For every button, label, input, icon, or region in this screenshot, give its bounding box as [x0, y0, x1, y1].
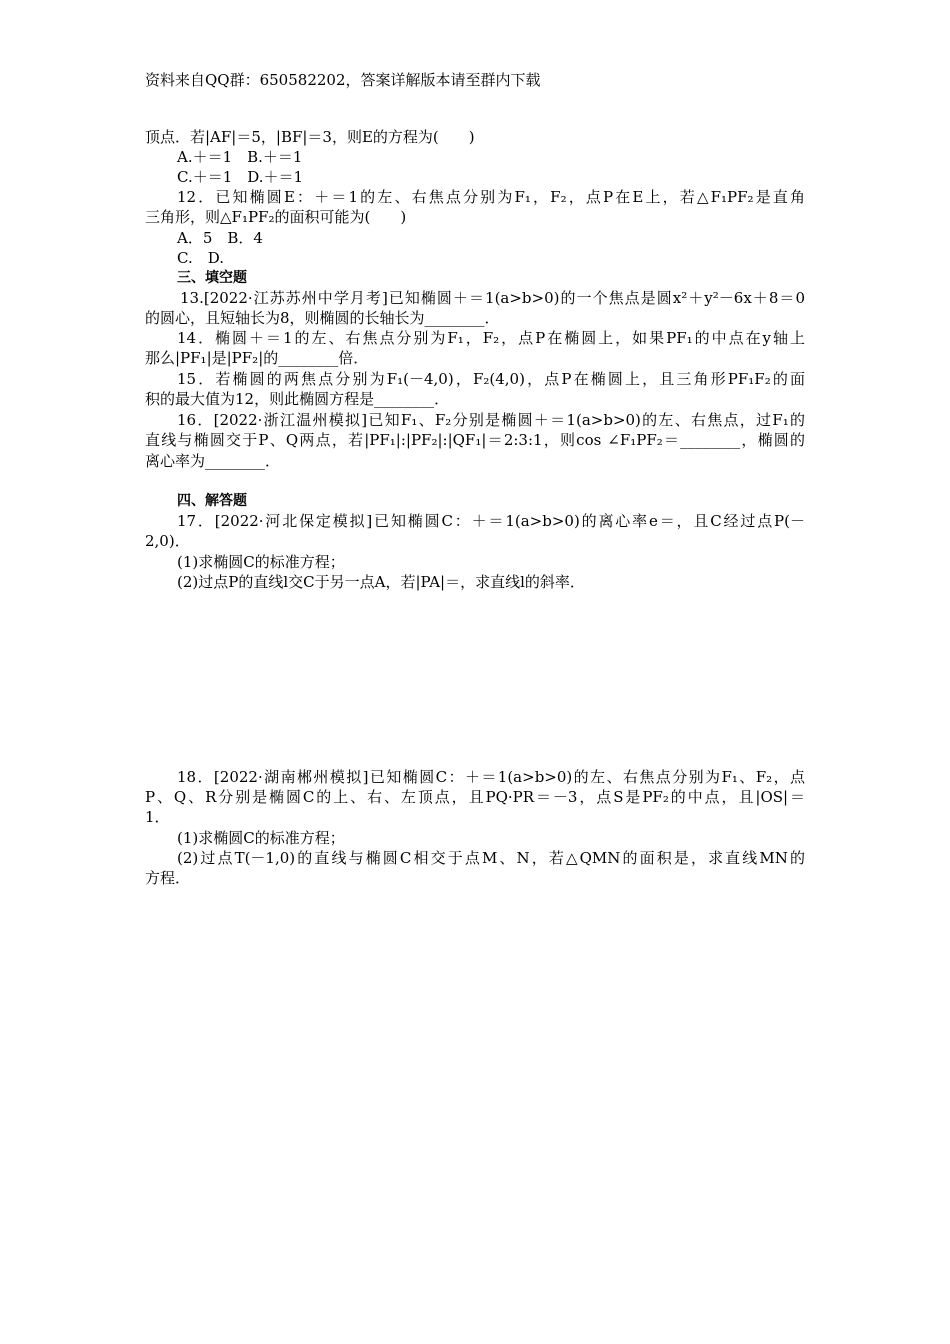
q18-text-line3: 1． [145, 808, 170, 826]
q14-text-line2: 那么|PF₁|是|PF₂|的________倍． [145, 349, 369, 367]
q18-part2-line2: 方程． [145, 869, 191, 887]
q17-text-line1: 17．[2022·河北保定模拟]已知椭圆C：＋＝1(a>b>0)的离心率e＝，且C经过点P(－ [177, 512, 805, 530]
q18-part1: (1)求椭圆C的标准方程； [177, 829, 345, 847]
q12-options-cd: C. D. [177, 249, 224, 267]
q13-text-line1: 13.[2022·江苏苏州中学月考]已知椭圆＋＝1(a>b>0)的一个焦点是圆x²＋y²－6x＋8＝0 [180, 289, 805, 307]
q12-text-line2: 三角形，则△F₁PF₂的面积可能为( ) [145, 208, 407, 226]
q15-text-line1: 15．若椭圆的两焦点分别为F₁(－4,0)，F₂(4,0)，点P在椭圆上，且三角形PF₁F₂的面 [177, 370, 805, 388]
q11-options-cd: C.＋＝1 D.＋＝1 [177, 168, 304, 186]
q18-text-line2: P、Q、R分别是椭圆C的上、右、左顶点，且PQ·PR＝－3，点S是PF₂的中点，且|OS|＝ [145, 788, 805, 806]
q12-text-line1: 12．已知椭圆E：＋＝1的左、右焦点分别为F₁，F₂，点P在E上，若△F₁PF₂是直角 [177, 188, 805, 206]
q18-part2-line1: (2)过点T(－1,0)的直线与椭圆C相交于点M、N，若△QMN的面积是，求直线MN的 [177, 849, 805, 867]
q16-text-line1: 16．[2022·浙江温州模拟]已知F₁、F₂分别是椭圆＋＝1(a>b>0)的左、右焦点，过F₁的 [177, 411, 805, 429]
source-note: 资料来自QQ群：650582202，答案详解版本请至群内下载 [145, 71, 541, 89]
q17-part1: (1)求椭圆C的标准方程； [177, 553, 345, 571]
q16-text-line2: 直线与椭圆交于P、Q两点，若|PF₁|:|PF₂|:|QF₁|＝2:3:1，则cos ∠F₁PF₂＝________，椭圆的 [145, 431, 805, 449]
q16-text-line3: 离心率为________． [145, 452, 281, 470]
q12-options-ab: A．5 B．4 [177, 229, 263, 247]
section-heading-fill-in: 三、填空题 [177, 270, 247, 286]
section-heading-solutions: 四、解答题 [177, 493, 247, 509]
q14-text-line1: 14．椭圆＋＝1的左、右焦点分别为F₁，F₂，点P在椭圆上，如果PF₁的中点在y轴上 [177, 329, 805, 347]
q15-text-line2: 积的最大值为12，则此椭圆方程是________． [145, 390, 450, 408]
q11-text-line: 顶点．若|AF|＝5，|BF|＝3，则E的方程为( ) [145, 128, 475, 146]
q17-text-line2: 2,0)． [145, 532, 190, 550]
q13-text-line2: 的圆心，且短轴长为8，则椭圆的长轴长为________． [145, 309, 500, 327]
q17-part2: (2)过点P的直线l交C于另一点A，若|PA|＝，求直线l的斜率． [177, 573, 585, 591]
q11-options-ab: A.＋＝1 B.＋＝1 [177, 148, 303, 166]
q18-text-line1: 18．[2022·湖南郴州模拟]已知椭圆C：＋＝1(a>b>0)的左、右焦点分别为F₁、F₂，点 [177, 768, 805, 786]
